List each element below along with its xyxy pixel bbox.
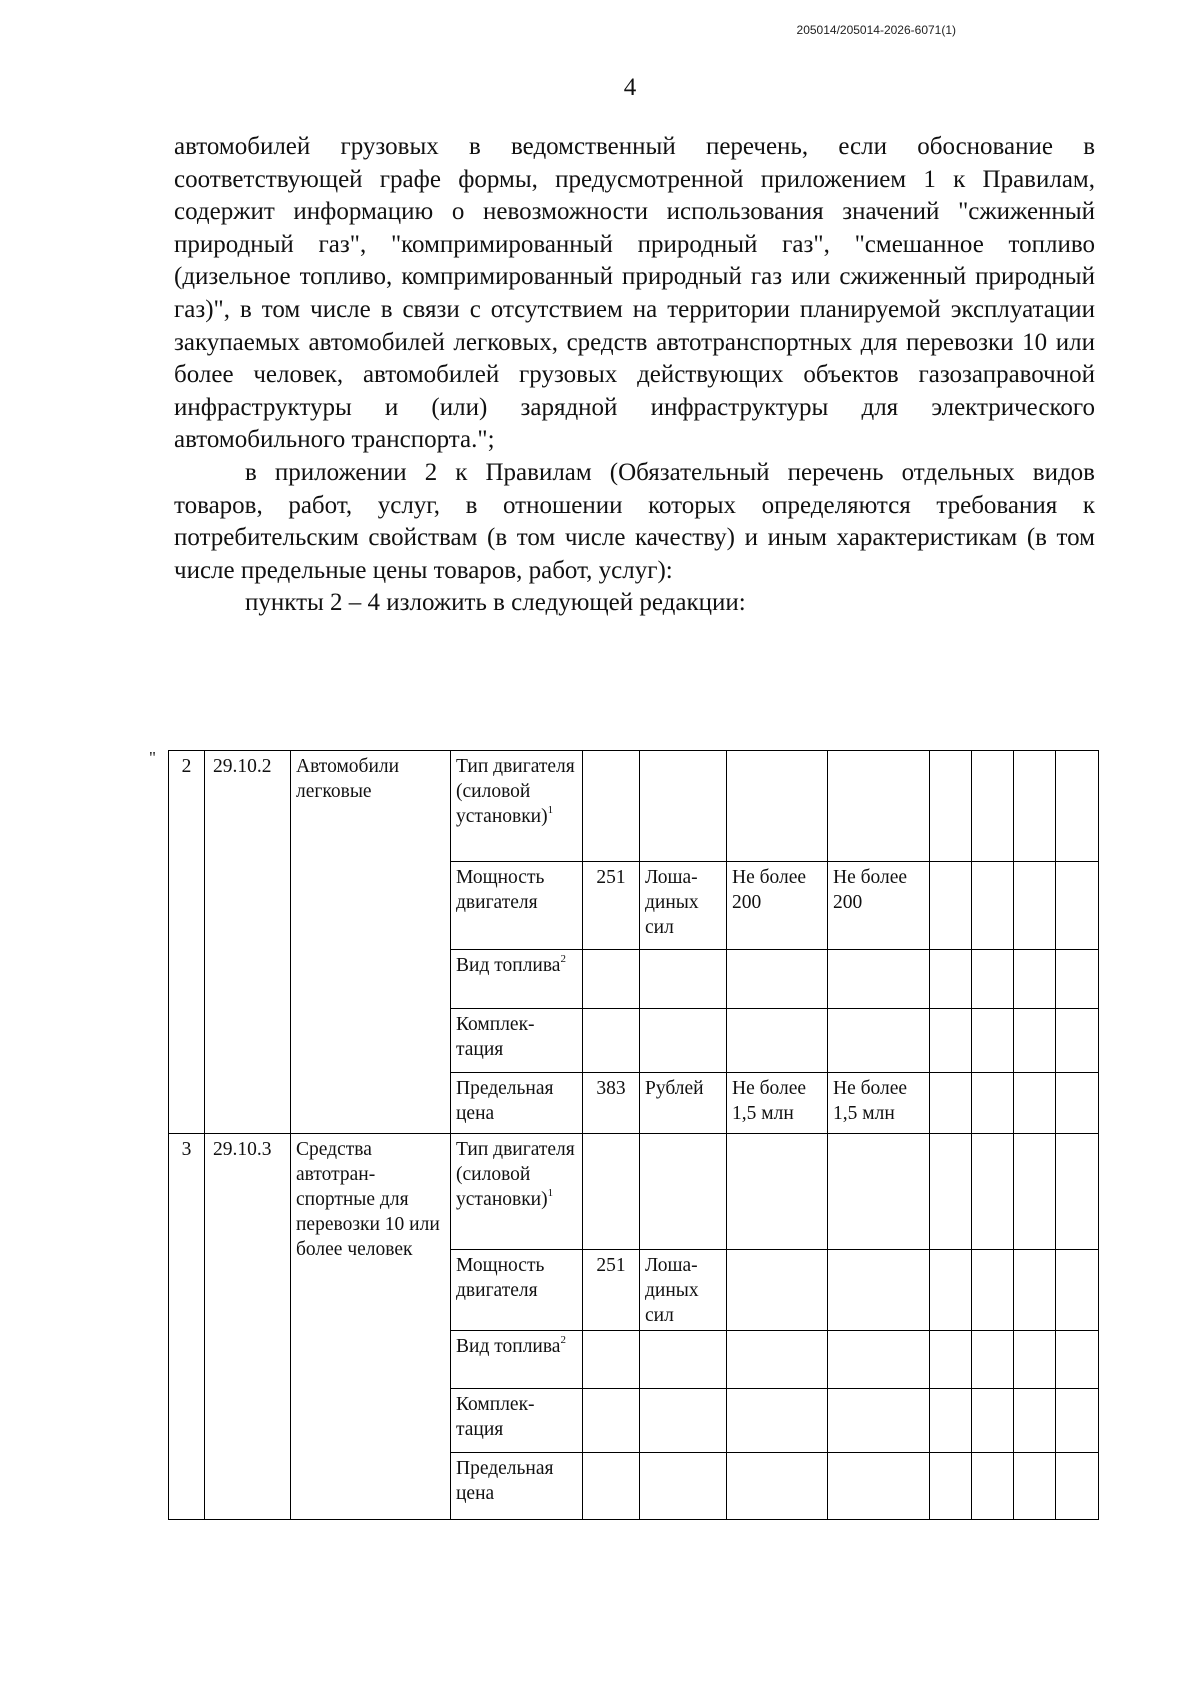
- limit-value: Не более 200: [828, 862, 930, 950]
- requirements-table: [168, 750, 1099, 1520]
- table-row: [169, 1134, 1099, 1250]
- limit-value: Не более 200: [727, 862, 828, 950]
- opening-quote: ": [149, 748, 156, 767]
- item-number: 2: [169, 751, 205, 1134]
- characteristic-equipment: Комплек-тация: [451, 1009, 583, 1073]
- characteristic-power: Мощность двигателя: [451, 862, 583, 950]
- characteristic-fuel: Вид топлива$^2$: [451, 950, 583, 1009]
- item-number: 3: [169, 1134, 205, 1520]
- footnote-marker: 1: [547, 1186, 554, 1199]
- characteristic-power: Мощность двигателя: [451, 1250, 583, 1331]
- body-text: [174, 131, 1095, 620]
- okei-code: 251: [583, 1250, 640, 1331]
- paragraph-items-2-4: пункты 2 – 4 изложить в следующей редакции:: [245, 589, 746, 617]
- characteristic-engine-type: Тип двигателя (силовой установки)$^1$: [451, 751, 583, 862]
- characteristic-equipment: Комплек-тация: [451, 1389, 583, 1453]
- limit-value: Не более 1,5 млн: [828, 1073, 930, 1134]
- item-name: Автомобили легковые: [291, 751, 451, 1134]
- characteristic-engine-type: Тип двигателя (силовой установки)$^1$: [451, 1134, 583, 1250]
- okei-code: 383: [583, 1073, 640, 1134]
- footnote-marker: 1: [547, 803, 554, 816]
- page-number: 4: [623, 74, 637, 101]
- table-row: [169, 751, 1099, 862]
- okei-code: 251: [583, 862, 640, 950]
- document-id: 205014/205014-2026-6071(1): [796, 23, 956, 37]
- okpd-code: 29.10.2: [205, 751, 291, 1134]
- unit-name: Лоша-диных сил: [640, 862, 727, 950]
- unit-name: Лоша-диных сил: [640, 1250, 727, 1331]
- paragraph-continuation: автомобилей грузовых в ведомственный перечень, если обоснование в соответствующей графе формы, предусмотренной приложением 1 к Правилам, содержит информацию о невозможности использования значений "сжиженный природный газ", "компримированный природный газ", "смешанное топливо (дизельное топливо, компримированный природный газ или сжиженный природный газ)", в том числе в связи с отсутствием на территории планируемой эксплуатации закупаемых автомобилей легковых, средств автотранспортных для перевозки 10 или более человек, автомобилей грузовых действующих объектов газозаправочной инфраструктуры и (или) зарядной инфраструктуры для электрического автомобильного транспорта.";: [174, 133, 1095, 454]
- footnote-marker: 2: [560, 952, 566, 965]
- unit-name: Рублей: [640, 1073, 727, 1134]
- footnote-marker: 2: [560, 1333, 566, 1346]
- characteristic-price: Предельная цена: [451, 1073, 583, 1134]
- characteristic-fuel: Вид топлива$^2$: [451, 1331, 583, 1389]
- characteristic-price: Предельная цена: [451, 1453, 583, 1520]
- paragraph-appendix-2: в приложении 2 к Правилам (Обязательный перечень отдельных видов товаров, работ, услуг, в отношении которых определяются требования к потребительским свойствам (в том числе качеству) и иным характеристикам (в том числе предельные цены товаров, работ, услуг):: [174, 458, 1095, 584]
- item-name: Средства автотран-спортные для перевозки 10 или более человек: [291, 1134, 451, 1520]
- limit-value: Не более 1,5 млн: [727, 1073, 828, 1134]
- okpd-code: 29.10.3: [205, 1134, 291, 1520]
